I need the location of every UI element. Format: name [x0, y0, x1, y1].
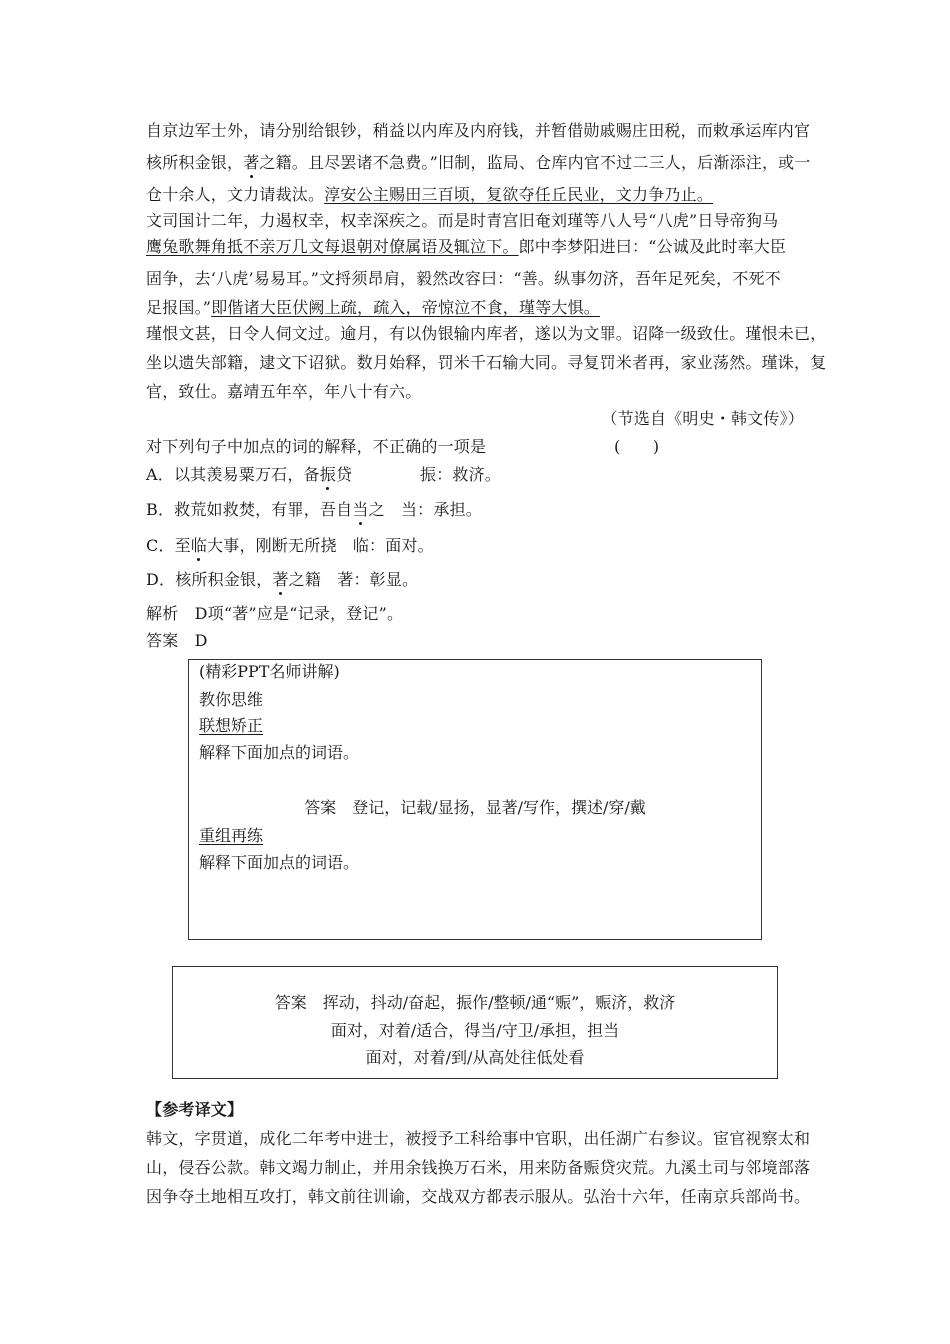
- teach-heading: 教你思维: [199, 690, 264, 709]
- passage-line: [146, 237, 786, 257]
- box-answer-line: 面对，对着/到/从高处往低处看: [365, 1048, 585, 1067]
- option-d: [146, 570, 418, 590]
- dotted-word: 临: [190, 536, 208, 555]
- text-run: 贷: [335, 465, 353, 484]
- translation-line: 韩文，字贯道，成化二年考中进士，被授予工科给事中官职，出任湖广右参议。宦官视察太和: [146, 1129, 811, 1148]
- box-answer-line: 答案 挥动，抖动/奋起，振作/整顿/通“赈”，赈济，救济: [274, 993, 676, 1012]
- explain-instruction: 解释下面加点的词语。: [199, 743, 360, 762]
- text-run: 仓十余人，文力请裁汰。: [146, 185, 325, 204]
- passage-line: [146, 298, 600, 318]
- passage-line: 坐以遗失部籍，逮文下诏狱。数月始释，罚米千石输大同。寻复罚米者再，家业荡然。瑾诛，复: [146, 353, 827, 372]
- text-run: 之籍。且尽罢诸不急费。”旧制，监局、仓库内官不过二三人，后渐添注，或一: [259, 153, 811, 172]
- passage-line: 瑾恨文甚，日令人伺文过。逾月，有以伪银输内库者，遂以为文罪。诏降一级致仕。瑾恨未已，: [146, 324, 827, 343]
- association-heading: 联想矫正: [199, 716, 264, 735]
- analysis-text: 解析 D项“著”应是“记录，登记”。: [146, 604, 404, 623]
- dotted-word: 著: [243, 153, 260, 172]
- box-answer-line: 面对，对着/适合，得当/守卫/承担，担当: [330, 1021, 620, 1040]
- option-c: [146, 536, 434, 556]
- translation-line: 山，侵吞公款。韩文竭力制止，并用余钱换万石米，用来防备赈贷灾荒。九溪土司与邻境部落: [146, 1158, 811, 1177]
- dotted-word: 当: [352, 500, 369, 519]
- passage-line: [146, 153, 811, 173]
- text-run: 大事，刚断无所挠 临：面对。: [207, 536, 434, 555]
- translation-line: 因争夺土地相互攻打，韩文前往训谕，交战双方都表示服从。弘治十六年，任南京兵部尚书。: [146, 1187, 811, 1206]
- dotted-word: 著: [272, 570, 289, 589]
- dotted-word: 振: [319, 465, 336, 484]
- text-run: B．救荒如救焚，有罪，吾自: [146, 500, 353, 519]
- passage-line: 官，致仕。嘉靖五年卒，年八十有六。: [146, 382, 422, 401]
- answer-paren: ( ): [614, 437, 660, 456]
- underlined-sentence: 淳安公主赐田三百顷，复欲夺任丘民业，文力争乃止。: [324, 185, 714, 204]
- answer-text: 答案 D: [146, 631, 208, 650]
- translation-heading: 【参考译文】: [146, 1100, 244, 1119]
- text-run: 之籍 著：彰显。: [288, 570, 419, 589]
- text-run: 核所积金银，: [146, 153, 244, 172]
- explain-instruction: 解释下面加点的词语。: [199, 853, 360, 872]
- text-run: 郎中李梦阳进曰：“公诚及此时率大臣: [518, 237, 787, 256]
- box-header: (精彩PPT名师讲解): [199, 662, 340, 681]
- question-stem: 对下列句子中加点的词的解释，不正确的一项是: [146, 437, 487, 456]
- text-run: C．至: [146, 536, 191, 555]
- passage-line: 固争，去‘八虎’易易耳。”文捋须昂肩，毅然改容曰：“善。纵事勿济，吾年足死矣，不死不: [146, 269, 781, 288]
- text-run: 足报国。”: [146, 298, 212, 317]
- option-a-explanation: 振：救济。: [420, 465, 502, 484]
- passage-line: 文司国计二年，力遏权幸，权幸深疾之。而是时青宫旧奄刘瑾等八人号“八虎”日导帝狗马: [146, 211, 779, 230]
- option-a: [146, 465, 352, 485]
- lecture-box: [188, 659, 762, 940]
- text-run: 之 当：承担。: [368, 500, 482, 519]
- text-run: D．核所积金银，: [146, 570, 273, 589]
- regroup-heading: 重组再练: [199, 826, 264, 845]
- passage-line: [146, 185, 713, 205]
- passage-line: 自京边军士外，请分别给银钞，稍益以内库及内府钱，并暂借勋戚赐庄田税，而敕承运库内官: [146, 121, 811, 140]
- option-b: [146, 500, 482, 520]
- text-run: A．以其羡易粟万石，备: [146, 465, 320, 484]
- box-answer: 答案 登记，记载/显扬，显著/写作，撰述/穿/戴: [304, 798, 646, 817]
- underlined-sentence: 鹰兔歌舞角抵不亲万几文每退朝对僚属语及辄泣下。: [146, 237, 519, 256]
- passage-source: （节选自《明史・韩文传》）: [601, 409, 804, 428]
- answer-box: [172, 966, 778, 1079]
- underlined-sentence: 即偕诸大臣伏阙上疏，疏入，帝惊泣不食，瑾等大惧。: [211, 298, 600, 317]
